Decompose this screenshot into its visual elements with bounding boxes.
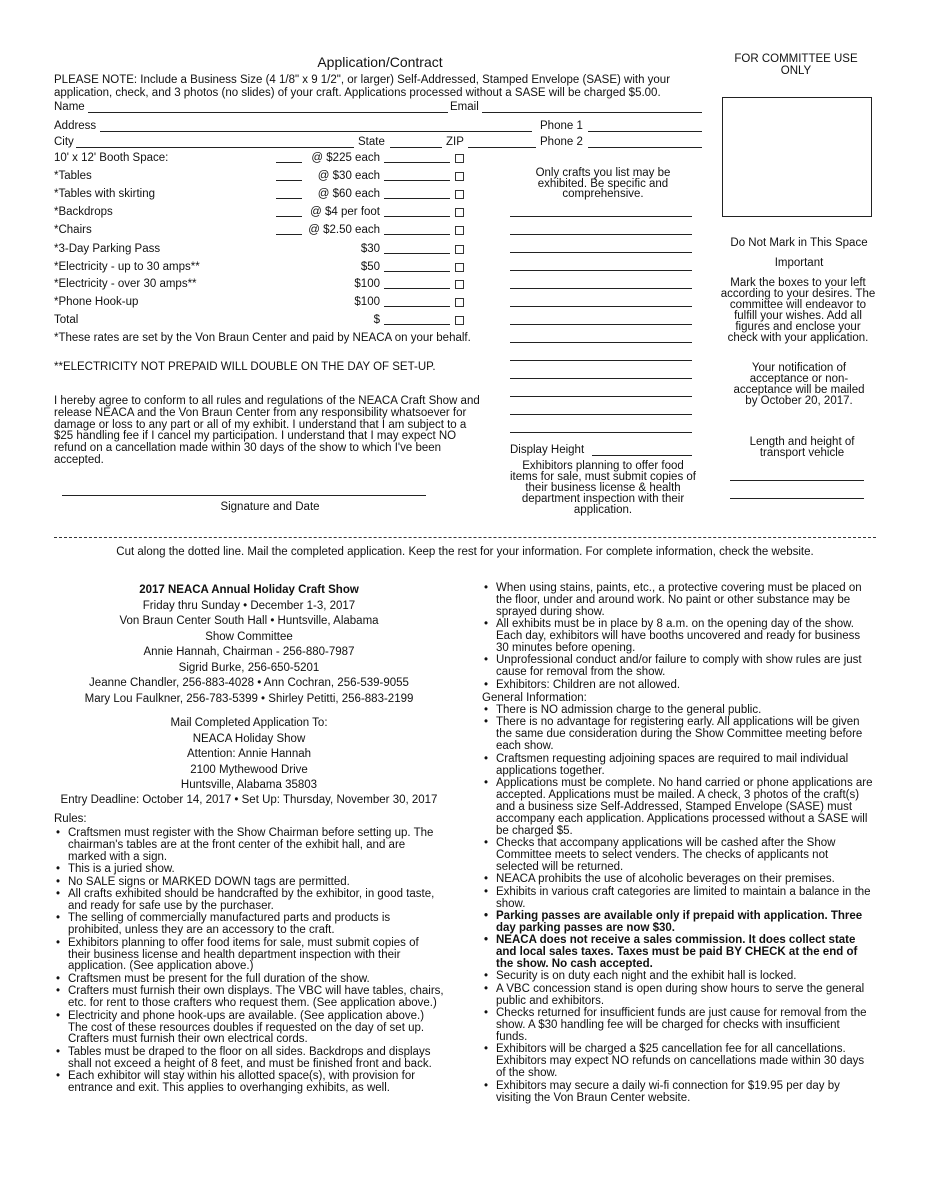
- fee-checkbox[interactable]: [455, 316, 464, 325]
- list-item: • All crafts exhibited should be handcrafted by the exhibitor, in good taste, and ready for safe use by the purchaser.: [54, 889, 444, 913]
- fee-amount-field[interactable]: [384, 234, 450, 235]
- list-item: • This is a juried show.: [54, 864, 444, 876]
- cut-instructions: Cut along the dotted line. Mail the completed application. Keep the rest for your information. For complete information, check the website.: [116, 546, 814, 558]
- fee-checkbox[interactable]: [455, 226, 464, 235]
- fee-amount-field[interactable]: [384, 271, 450, 272]
- craft-list-line[interactable]: [510, 216, 692, 217]
- committee-member: Sigrid Burke, 256-650-5201: [178, 661, 320, 674]
- signature-label: Signature and Date: [220, 501, 320, 513]
- phone1-field[interactable]: [588, 120, 702, 132]
- craft-list-line[interactable]: [510, 306, 692, 307]
- general-info-heading: General Information:: [482, 692, 587, 704]
- zip-label: ZIP: [446, 136, 464, 148]
- craft-list-line[interactable]: [510, 378, 692, 379]
- fee-quantity-field[interactable]: [276, 180, 302, 181]
- phone2-label: Phone 2: [540, 136, 583, 148]
- list-item: • Checks returned for insufficient funds are just cause for removal from the show. A $30 handling fee will be charged for checks with insufficient funds.: [482, 1008, 874, 1044]
- fee-label: *3-Day Parking Pass: [54, 243, 161, 255]
- transport-label: Length and height of transport vehicle: [749, 436, 855, 459]
- fee-checkbox[interactable]: [455, 280, 464, 289]
- list-item: • Crafters must furnish their own displays. The VBC will have tables, chairs, etc. for rent to those crafters who request them. (See application above.): [54, 986, 444, 1010]
- fee-rate: $100: [354, 278, 380, 290]
- fee-rate: @ $30 each: [317, 170, 380, 182]
- craft-list-line[interactable]: [510, 414, 692, 415]
- fee-checkbox[interactable]: [455, 190, 464, 199]
- fee-label: 10' x 12' Booth Space:: [54, 152, 169, 164]
- list-item: • Security is on duty each night and the exhibit hall is locked.: [482, 971, 874, 983]
- fee-row: [54, 152, 464, 166]
- committee-use-title: FOR COMMITTEE USE ONLY: [734, 53, 858, 77]
- list-item: • The selling of commercially manufactured parts and products is prohibited, unless they are an accessory to the craft.: [54, 913, 444, 937]
- list-item: • Tables must be draped to the floor on all sides. Backdrops and displays shall not exceed a height of 8 feet, and must be finished front and back.: [54, 1047, 444, 1071]
- fee-row: [54, 206, 464, 220]
- fee-label: *Tables: [54, 170, 92, 182]
- craft-list-line[interactable]: [510, 432, 692, 433]
- craft-list-line[interactable]: [510, 270, 692, 271]
- fee-checkbox[interactable]: [455, 208, 464, 217]
- fee-amount-field[interactable]: [384, 198, 450, 199]
- list-item: • A VBC concession stand is open during show hours to serve the general public and exhibitors.: [482, 984, 874, 1008]
- fee-rate: $100: [354, 296, 380, 308]
- fee-row: [54, 261, 464, 275]
- email-label: Email: [450, 101, 479, 113]
- list-item: • Exhibits in various craft categories are limited to maintain a balance in the show.: [482, 887, 874, 911]
- fee-amount-field[interactable]: [384, 162, 450, 163]
- craft-list-line[interactable]: [510, 342, 692, 343]
- fee-label: *Electricity - up to 30 amps**: [54, 261, 200, 273]
- mail-heading: Mail Completed Application To:: [170, 717, 328, 729]
- fee-rate: $: [373, 314, 380, 326]
- craft-list-line[interactable]: [510, 252, 692, 253]
- list-item: • Craftsmen requesting adjoining spaces are required to mail individual applications together.: [482, 754, 874, 778]
- fee-quantity-field[interactable]: [276, 162, 302, 163]
- form-title: Application/Contract: [317, 54, 443, 70]
- fee-row: [54, 296, 464, 310]
- phone1-label: Phone 1: [540, 120, 583, 132]
- fee-label: *Phone Hook-up: [54, 296, 139, 308]
- fee-row: [54, 188, 464, 202]
- state-field[interactable]: [390, 136, 442, 148]
- craft-list-line[interactable]: [510, 234, 692, 235]
- list-item: • Parking passes are available only if prepaid with application. Three day parking passes are now $30.: [482, 911, 874, 935]
- fee-label: *Chairs: [54, 224, 92, 236]
- list-item: • There is no advantage for registering early. All applications will be given the same due consideration during the Show Committee meeting before each show.: [482, 717, 874, 753]
- electricity-note: **ELECTRICITY NOT PREPAID WILL DOUBLE ON THE DAY OF SET-UP.: [54, 361, 436, 373]
- fee-row: [54, 243, 464, 257]
- zip-field[interactable]: [468, 136, 536, 148]
- do-not-mark: Do Not Mark in This Space: [730, 237, 868, 249]
- fee-rate: $30: [360, 243, 380, 255]
- transport-height-field[interactable]: [730, 498, 864, 499]
- list-item: • Craftsmen must register with the Show Chairman before setting up. The chairman's tables are at the front center of the exhibit hall, and are marked with a sign.: [54, 828, 444, 864]
- fee-row: [54, 224, 464, 238]
- list-item: • NEACA does not receive a sales commission. It does collect state and local sales taxes. Taxes must be paid BY CHECK at the end of the show. No cash accepted.: [482, 935, 874, 971]
- fee-rate: @ $2.50 each: [308, 224, 380, 236]
- committee-members-3: Mary Lou Faulkner, 256-783-5399 • Shirley Petitti, 256-883-2199: [84, 692, 414, 705]
- fee-rate: @ $4 per foot: [310, 206, 380, 218]
- fee-amount-field[interactable]: [384, 216, 450, 217]
- list-item: • Applications must be complete. No hand carried or phone applications are accepted. Applications must be mailed. A check, 3 photos of the craft(s) and a business size Self-Addressed, Stamped Envelope (SASE) must accompany each application. Applications processed without a SASE will be charged $5.: [482, 778, 874, 838]
- rules-list-left: [54, 828, 444, 1095]
- fee-quantity-field[interactable]: [276, 216, 302, 217]
- mail-city: Huntsville, Alabama 35803: [180, 779, 318, 791]
- fee-label: *Backdrops: [54, 206, 113, 218]
- fee-checkbox[interactable]: [455, 172, 464, 181]
- fee-rate: @ $60 each: [317, 188, 380, 200]
- show-dates: Friday thru Sunday • December 1-3, 2017: [142, 599, 356, 612]
- list-item: • All exhibits must be in place by 8 a.m. on the opening day of the show. Each day, exhibitors will have booths uncovered and ready for business 30 minutes before opening.: [482, 619, 874, 655]
- list-item: • When using stains, paints, etc., a protective covering must be placed on the floor, under and around work. No paint or other substance may be sprayed during show.: [482, 583, 874, 619]
- general-info-list: [482, 705, 874, 1105]
- craft-list-line[interactable]: [510, 288, 692, 289]
- display-height-field[interactable]: [592, 444, 692, 456]
- list-item: • NEACA prohibits the use of alcoholic beverages on their premises.: [482, 874, 874, 886]
- fee-checkbox[interactable]: [455, 245, 464, 254]
- mail-name: NEACA Holiday Show: [192, 732, 306, 745]
- list-item: • Exhibitors may secure a daily wi-fi connection for $19.95 per day by visiting the Von Braun Center website.: [482, 1081, 874, 1105]
- fee-amount-field[interactable]: [384, 288, 450, 289]
- name-label: Name: [54, 101, 85, 113]
- list-item: • Electricity and phone hook-ups are available. (See application above.) The cost of these resources doubles if requested on the day of set up. Crafters must furnish their own electrical cords.: [54, 1011, 444, 1047]
- address-label: Address: [54, 120, 97, 132]
- show-title: 2017 NEACA Annual Holiday Craft Show: [139, 584, 359, 596]
- fee-checkbox[interactable]: [455, 154, 464, 163]
- committee-members-2: Jeanne Chandler, 256-883-4028 • Ann Cochran, 256-539-9055: [89, 677, 409, 689]
- fee-checkbox[interactable]: [455, 263, 464, 272]
- fee-amount-field[interactable]: [384, 253, 450, 254]
- important-label: Important: [774, 257, 824, 269]
- mail-street: 2100 Mythewood Drive: [190, 763, 308, 776]
- rules-heading: Rules:: [54, 813, 87, 825]
- list-item: • Exhibitors planning to offer food items for sale, must submit copies of their business license and health department inspection with their application. (See application above.): [54, 938, 444, 974]
- craft-list-line[interactable]: [510, 324, 692, 325]
- fee-amount-field[interactable]: [384, 306, 450, 307]
- list-item: • Exhibitors: Children are not allowed.: [482, 680, 874, 692]
- committee-instructions: Mark the boxes to your left according to your desires. The committee will endeavor to fulfill your wishes. Add all figures and enclose your check with your application.: [720, 277, 876, 344]
- show-info: [54, 583, 444, 806]
- list-item: • No SALE signs or MARKED DOWN tags are permitted.: [54, 877, 444, 889]
- list-item: • Craftsmen must be present for the full duration of the show.: [54, 974, 444, 986]
- fee-amount-field[interactable]: [384, 180, 450, 181]
- fee-quantity-field[interactable]: [276, 198, 302, 199]
- craft-list-line[interactable]: [510, 360, 692, 361]
- list-item: • There is NO admission charge to the general public.: [482, 705, 874, 717]
- fee-row: [54, 278, 464, 292]
- agreement-text: I hereby agree to conform to all rules and regulations of the NEACA Craft Show and release NEACA and the Von Braun Center from any responsibility whatsoever for damage or loss to any part or all of my exhibit. I understand that I am subject to a $25 handling fee if I cancel my participation. I understand that I may expect NO refund on a cancellation made within 30 days of the show to which I've been accepted.: [54, 395, 480, 466]
- list-item: • Unprofessional conduct and/or failure to comply with show rules are just cause for removal from the show.: [482, 655, 874, 679]
- city-field[interactable]: [76, 136, 354, 148]
- fee-rate: @ $225 each: [311, 152, 380, 164]
- phone2-field[interactable]: [588, 136, 702, 148]
- transport-length-field[interactable]: [730, 480, 864, 481]
- fee-label: *Electricity - over 30 amps**: [54, 278, 197, 290]
- mail-attention: Attention: Annie Hannah: [186, 748, 312, 760]
- fee-amount-field[interactable]: [384, 324, 450, 325]
- fee-rate: $50: [360, 261, 380, 273]
- name-field[interactable]: [88, 101, 448, 113]
- city-label: City: [54, 136, 74, 148]
- craft-list-line[interactable]: [510, 396, 692, 397]
- list-item: • Each exhibitor will stay within his allotted space(s), with provision for entrance and exit. This applies to overhanging exhibits, as well.: [54, 1071, 444, 1095]
- notification-note: Your notification of acceptance or non-acceptance will be mailed by October 20, 2017.: [733, 362, 865, 407]
- fee-checkbox[interactable]: [455, 298, 464, 307]
- sase-note: PLEASE NOTE: Include a Business Size (4 1/8" x 9 1/2", or larger) Self-Addressed, Stamped Envelope (SASE) with your application, check, and 3 photos (no slides) of your craft. Applications processed without a SASE will be charged $5.00.: [54, 74, 671, 99]
- crafts-instruction: Only crafts you list may be exhibited. Be specific and comprehensive.: [535, 167, 671, 200]
- show-venue: Von Braun Center South Hall • Huntsville, Alabama: [119, 615, 379, 627]
- fee-quantity-field[interactable]: [276, 234, 302, 235]
- fee-row: [54, 170, 464, 184]
- committee-heading: Show Committee: [205, 630, 293, 643]
- display-height-label: Display Height: [510, 444, 585, 456]
- cut-dotted-line: [54, 537, 876, 538]
- rates-note: *These rates are set by the Von Braun Center and paid by NEACA on your behalf.: [54, 332, 471, 344]
- address-field[interactable]: [100, 120, 532, 132]
- committee-box: [722, 97, 872, 217]
- fee-label: *Tables with skirting: [54, 188, 155, 200]
- list-item: • Checks that accompany applications will be cashed after the Show Committee meets to select venders. The checks of applicants not selected will be returned.: [482, 838, 874, 874]
- food-note: Exhibitors planning to offer food items for sale, must submit copies of their business license & health department inspection with their application.: [510, 460, 696, 516]
- fee-label: Total: [54, 314, 79, 326]
- list-item: • Exhibitors will be charged a $25 cancellation fee for all cancellations. Exhibitors may expect NO refunds on cancellations made within 30 days of the show.: [482, 1044, 874, 1080]
- entry-deadline: Entry Deadline: October 14, 2017 • Set Up: Thursday, November 30, 2017: [60, 793, 438, 806]
- rules-list-right: [482, 583, 874, 692]
- committee-chairman: Annie Hannah, Chairman - 256-880-7987: [143, 646, 355, 658]
- state-label: State: [358, 136, 385, 148]
- email-field[interactable]: [482, 101, 702, 113]
- signature-line[interactable]: [62, 495, 426, 496]
- fee-row: [54, 314, 464, 328]
